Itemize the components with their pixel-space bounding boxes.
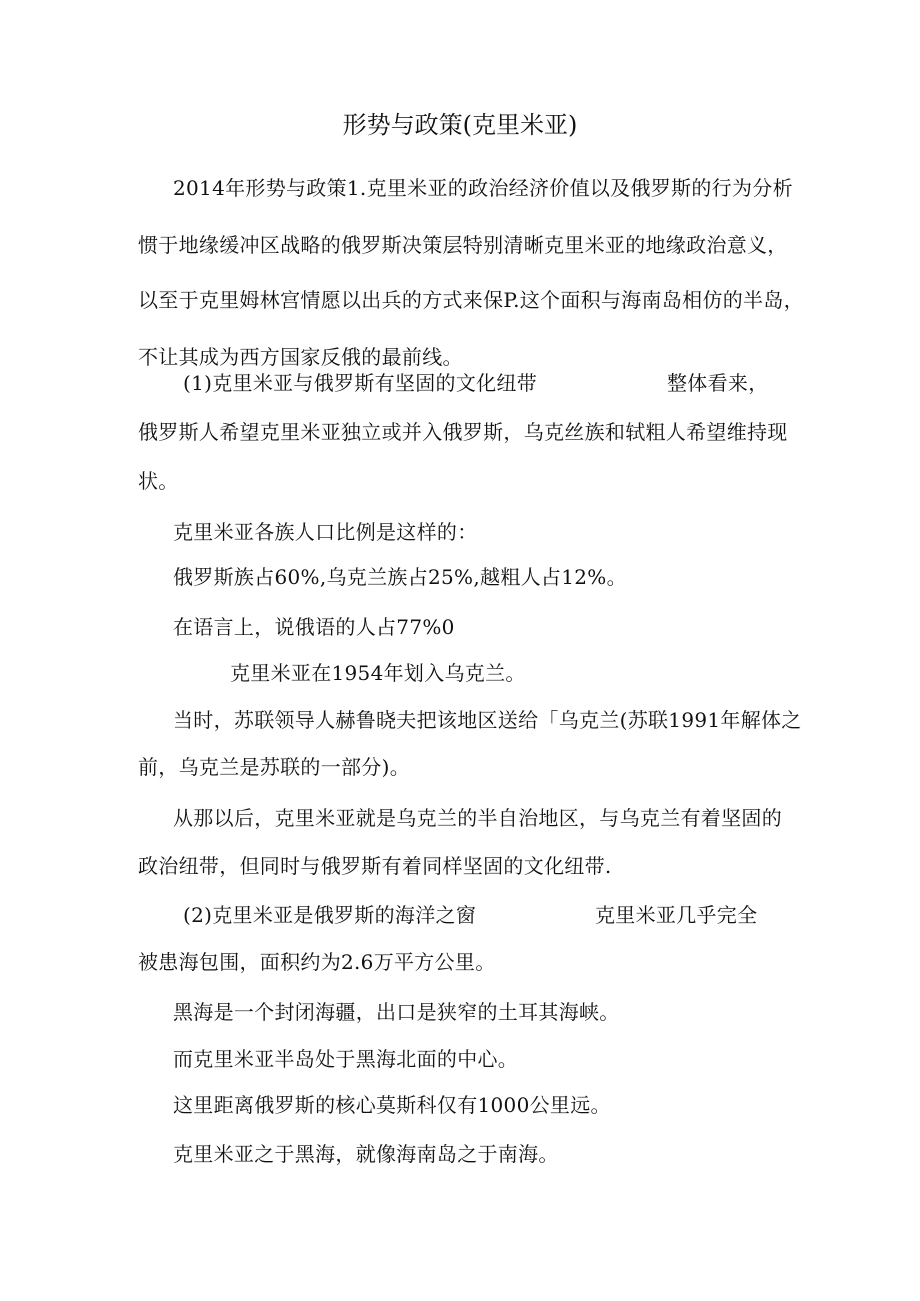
- paragraph-line: 被患海包围，面积约为2.6万平方公里。: [138, 950, 496, 974]
- paragraph-line: 俄罗斯族占60%,乌克兰族占25%,越粗人占12%。: [173, 565, 627, 589]
- document-title: 形势与政策(克里米亚): [342, 111, 578, 139]
- paragraph-line: 不让其成为西方国家反俄的最前线。: [138, 345, 463, 369]
- section-heading: (2)克里米亚是俄罗斯的海洋之窗: [183, 903, 477, 927]
- paragraph-line: 黑海是一个封闭海疆，出口是狭窄的土耳其海峡。: [173, 1000, 620, 1024]
- paragraph-line: 而克里米亚半岛处于黑海北面的中心。: [173, 1047, 519, 1071]
- paragraph-line: 惯于地缘缓冲区战略的俄罗斯决策层特别清晰克里米亚的地缘政治意义，: [138, 233, 788, 257]
- paragraph-line: 以至于克里姆林宫情愿以出兵的方式来保P.这个面积与海南岛相仿的半岛，: [138, 288, 804, 312]
- section-heading: (1)克里米亚与俄罗斯有坚固的文化纽带: [183, 371, 538, 395]
- paragraph-line: 克里米亚几乎完全: [595, 903, 758, 927]
- paragraph-line: 政治纽带，但同时与俄罗斯有着同样坚固的文化纽带.: [138, 854, 612, 878]
- paragraph-line: 状。: [138, 469, 179, 493]
- paragraph-line: 俄罗斯人希望克里米亚独立或并入俄罗斯，乌克丝族和轼粗人希望维持现: [138, 420, 788, 444]
- paragraph-line: 在语言上，说俄语的人占77%0: [173, 615, 455, 639]
- paragraph-line: 2014年形势与政策1.克里米亚的政治经济价值以及俄罗斯的行为分析: [173, 176, 793, 200]
- paragraph-line: 整体看来，: [667, 371, 769, 395]
- paragraph-line: 前，乌克兰是苏联的一部分)。: [138, 755, 411, 779]
- paragraph-line: 从那以后，克里米亚就是乌克兰的半自治地区，与乌克兰有着坚固的: [173, 806, 782, 830]
- paragraph-line: 这里距离俄罗斯的核心莫斯科仅有1000公里远。: [173, 1093, 611, 1117]
- paragraph-line: 克里米亚各族人口比例是这样的：: [173, 520, 478, 544]
- paragraph-line: 当时，苏联领导人赫鲁晓夫把该地区送给「乌克兰(苏联1991年解体之: [173, 708, 802, 732]
- paragraph-line: 克里米亚在1954年划入乌克兰。: [230, 661, 526, 685]
- paragraph-line: 克里米亚之于黑海，就像海南岛之于南海。: [173, 1142, 559, 1166]
